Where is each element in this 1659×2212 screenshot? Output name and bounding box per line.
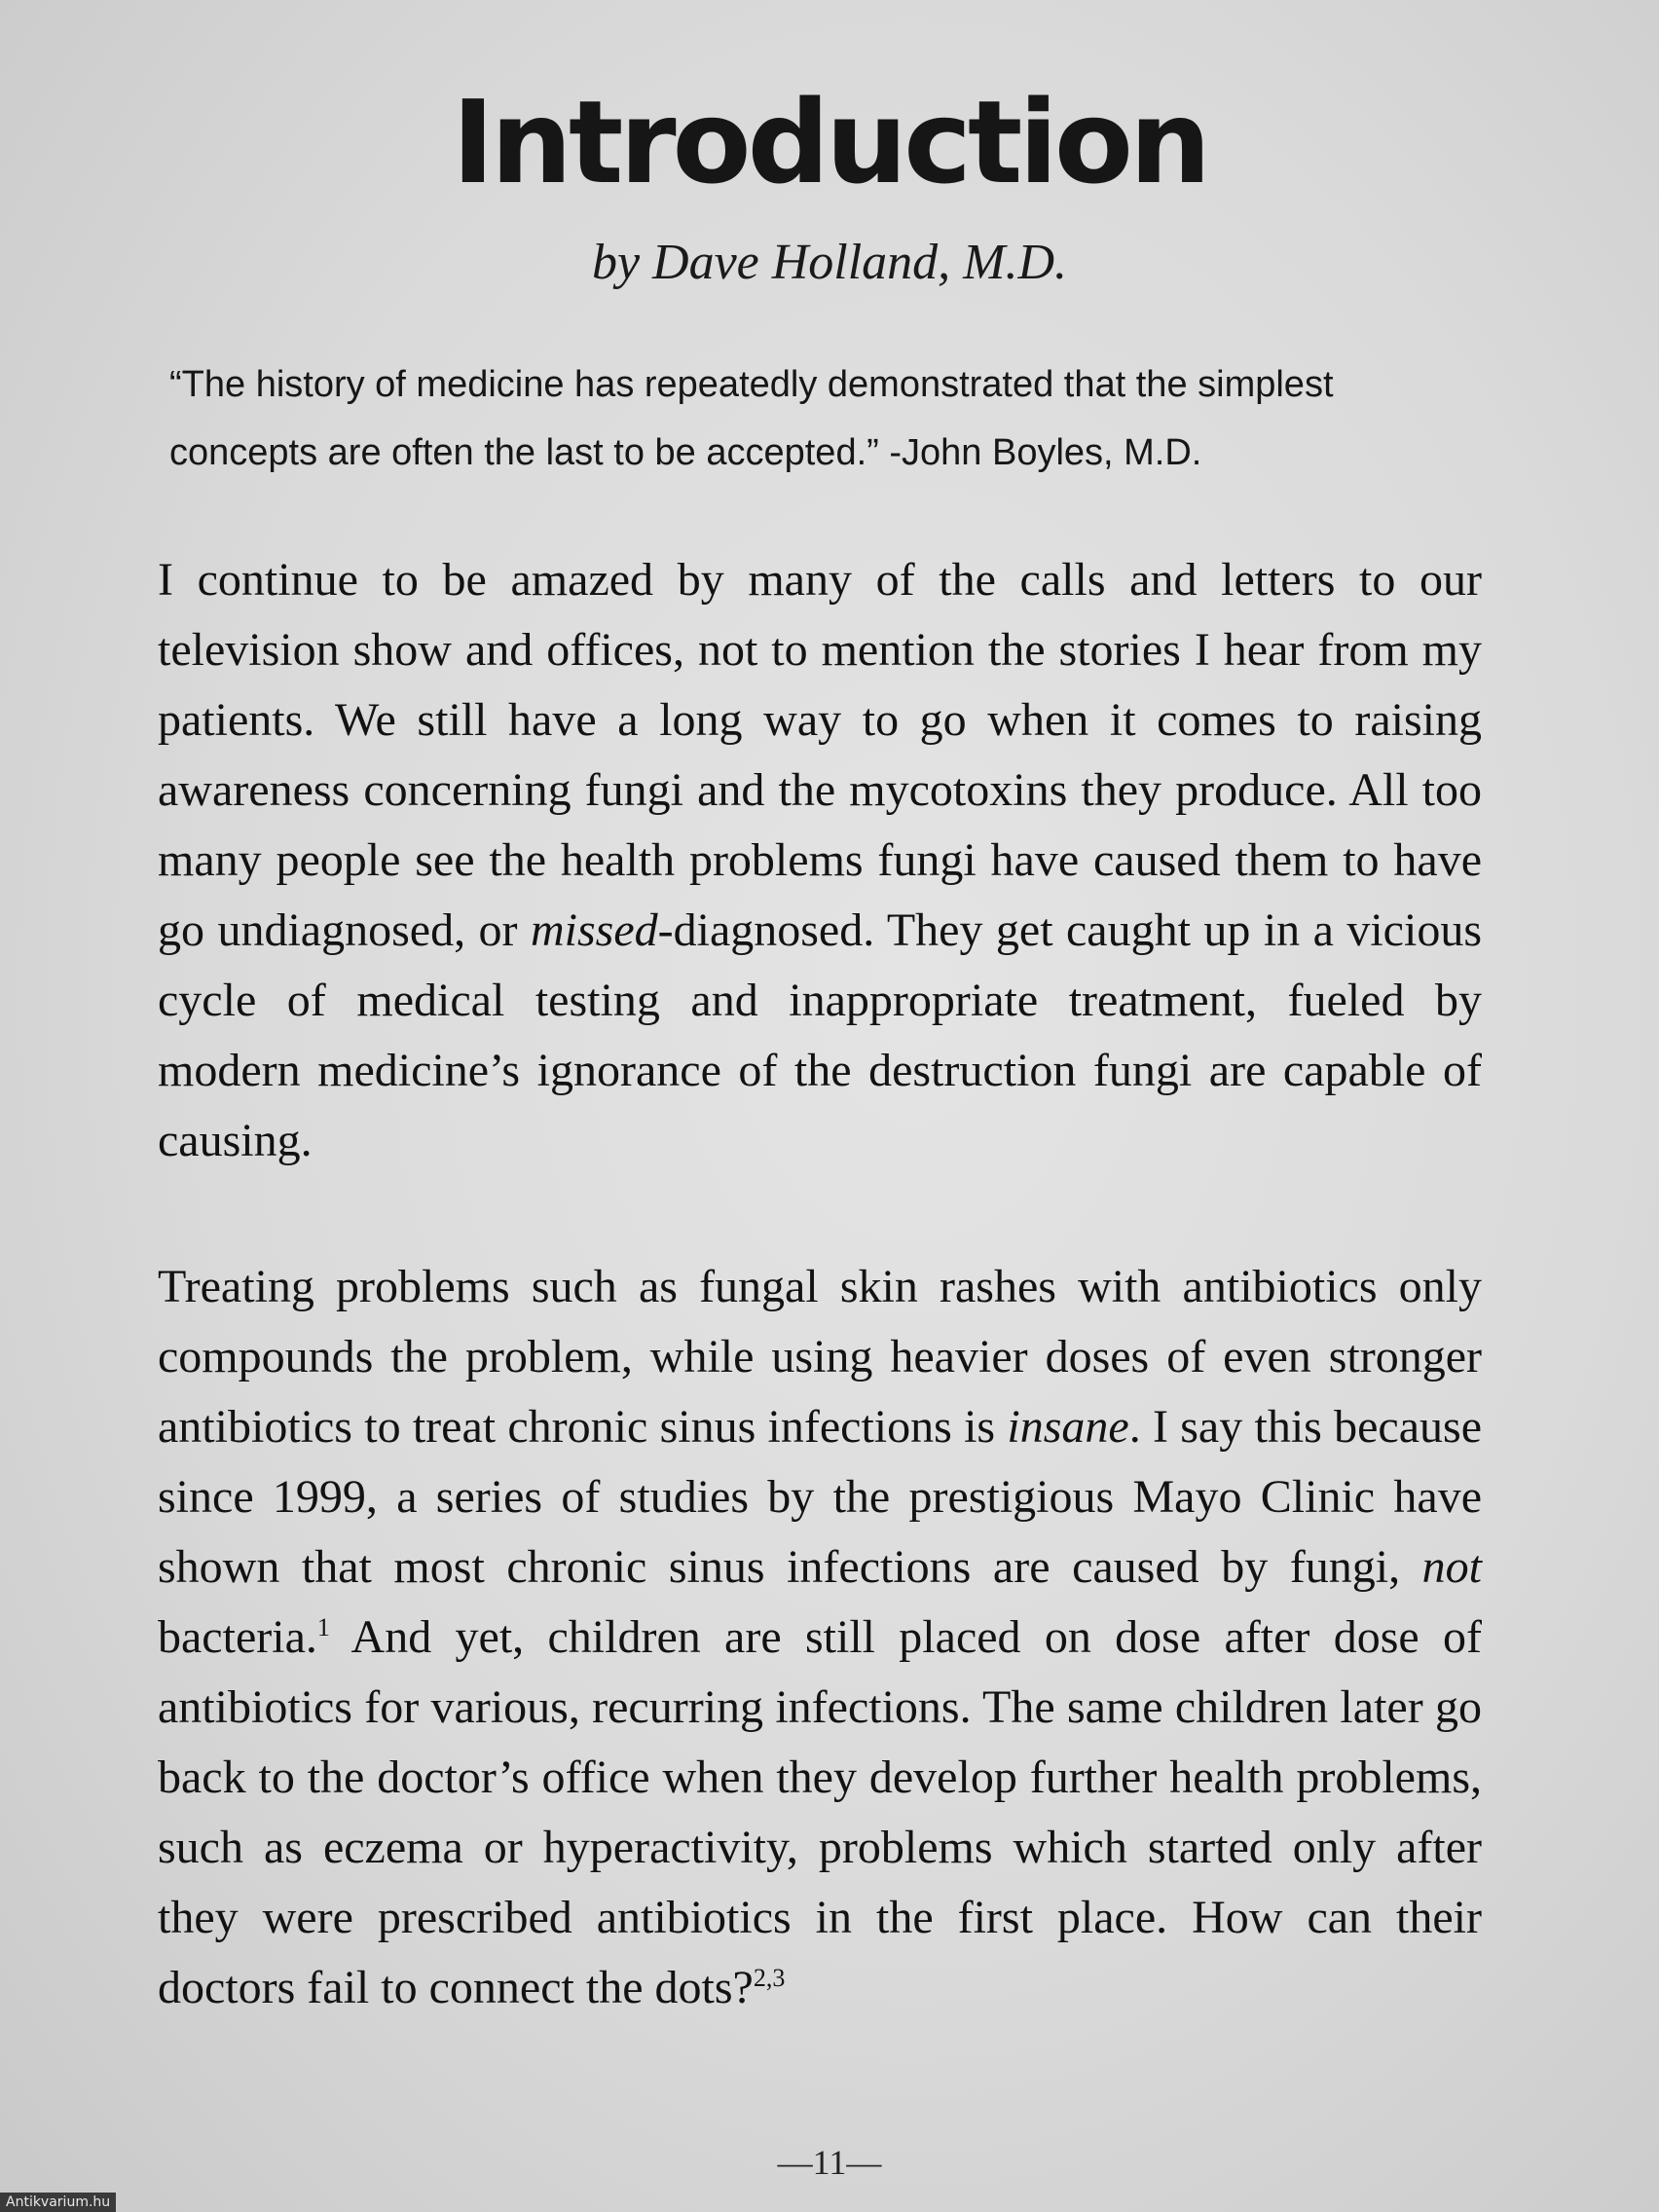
page-number: —11—	[777, 2143, 882, 2182]
epigraph	[169, 350, 1484, 487]
paragraph-2-emphasis-not: not	[1421, 1541, 1482, 1593]
footnote-ref-1: 1	[316, 1613, 330, 1641]
paragraph-2-emphasis-insane: insane	[1007, 1401, 1129, 1453]
paragraph-1	[158, 545, 1482, 1176]
paragraph-1-text-a: I continue to be amazed by many of the calls and letters to our television show and offices, not to mention the stories I hear from my patients. We still have a long way to go when it comes to raising awareness concerning fungi and the mycotoxins they produce. All too many people see the health problems fungi have caused them to have go undiagnosed, or	[158, 554, 1482, 956]
paragraph-2-text-c: bacteria.	[158, 1611, 317, 1663]
author-byline: by Dave Holland, M.D.	[591, 235, 1068, 290]
epigraph-quote: “The history of medicine has repeatedly demonstrated that the simplest concepts are often the last to be accepted.”	[169, 364, 1334, 473]
paragraph-2-text-a: Treating problems such as fungal skin rashes with antibiotics only compounds the problem, while using heavier doses of even stronger antibiotics to treat chronic sinus infections is	[158, 1261, 1482, 1453]
epigraph-attribution: -John Boyles, M.D.	[889, 432, 1202, 473]
paragraph-2-text-d: And yet, children are still placed on dose after dose of antibiotics for various, recurring infections. The same children later go back to the doctor’s office when they develop further health problems, such as eczema or hyperactivity, problems which started only after they were prescribed antibiotics in the first place. How can their doctors fail to connect the dots?	[158, 1611, 1482, 2013]
watermark-label: Antikvarium.hu	[0, 2193, 116, 2212]
paragraph-1-text-b: -diagnosed. They get caught up in a vicious cycle of medical testing and inappropriate treatment, fueled by modern medicine’s ignorance of the destruction fungi are capable of causing.	[158, 904, 1483, 1166]
paragraph-2-text-b: . I say this because since 1999, a series of studies by the prestigious Mayo Clinic have shown that most chronic sinus infections are caused by fungi,	[158, 1401, 1482, 1593]
paragraph-1-emphasis: missed	[530, 904, 658, 956]
chapter-title: Introduction	[452, 75, 1207, 209]
footnote-ref-2-3: 2,3	[753, 1964, 786, 1992]
paragraph-2	[158, 1252, 1482, 2023]
